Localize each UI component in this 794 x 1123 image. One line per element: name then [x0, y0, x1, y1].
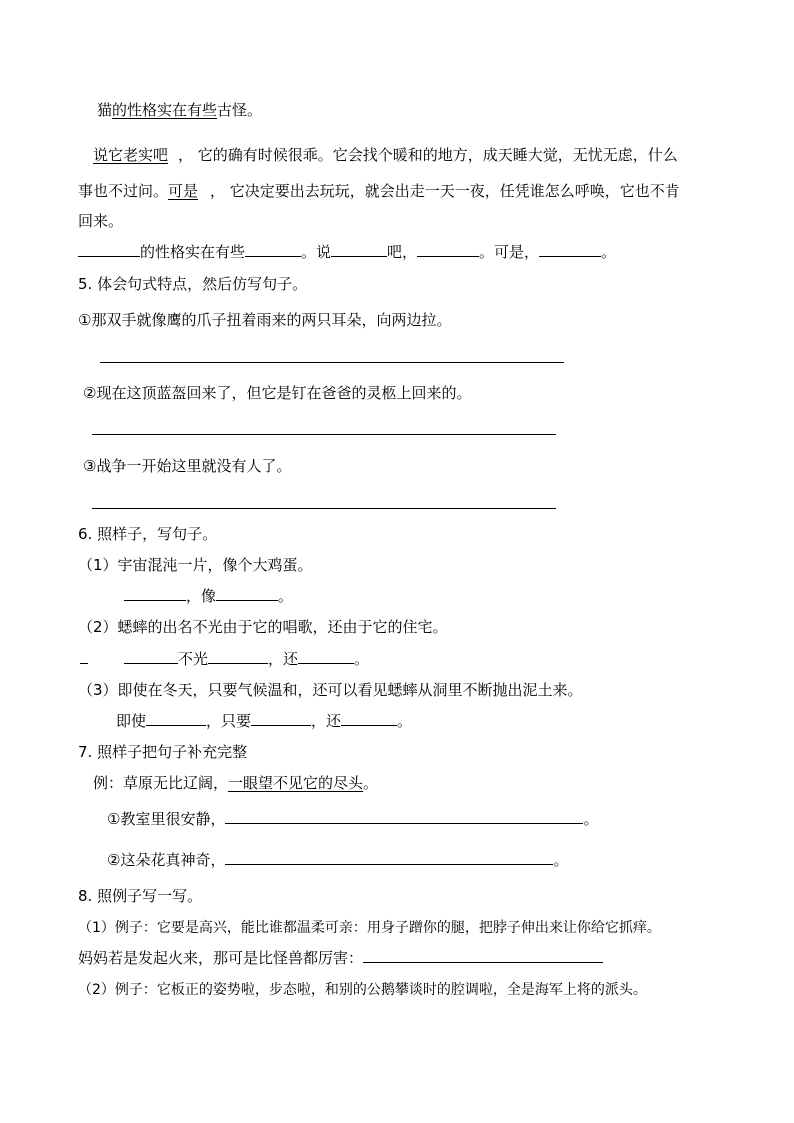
q5-sentence-3: ③战争一开始这里就没有人了。: [83, 457, 292, 475]
q6-fill-2-text-b: ，还: [268, 650, 299, 668]
fill-blank-4[interactable]: [417, 242, 479, 257]
q6-sentence-3: （3）即使在冬天，只要气候温和，还可以看见蟋蟀从洞里不断抛出泥土来。: [78, 681, 583, 699]
passage-text-2c: ， 它决定要出去玩玩，就会出走一天一夜，任凭谁怎么呼唤，它也不肯: [210, 182, 680, 200]
q6-blank-1b[interactable]: [216, 586, 278, 601]
fill-text-5: 。: [601, 243, 617, 261]
q7-item-1-end: 。: [583, 810, 599, 828]
q7-example-text: 例：草原无比辽阔，: [93, 774, 229, 792]
intro-tail: 古怪。: [217, 101, 263, 119]
fill-text-2: 。说: [301, 243, 332, 261]
q6-sentence-2: （2）蟋蟀的出名不光由于它的唱歌，还由于它的住宅。: [78, 618, 448, 636]
passage-text-2a: 事也不过问。: [78, 182, 169, 200]
q7-answer-line-2[interactable]: [225, 850, 553, 865]
q6-sentence-1: （1）宇宙混沌一片，像个大鸡蛋。: [78, 556, 313, 574]
q6-fill-2-text-a: 不光: [178, 650, 209, 668]
passage-line-2: [78, 181, 680, 201]
q7-answer-line-1[interactable]: [225, 809, 583, 824]
q7-item-1: [107, 809, 598, 829]
q6-fill-3-text-a: 即使: [116, 712, 147, 730]
q6-blank-2b[interactable]: [208, 649, 268, 664]
intro-word-cat: 猫: [97, 101, 113, 119]
q7-item-2-end: 。: [553, 851, 569, 869]
q6-title: 6. 照样子，写句子。: [78, 525, 218, 543]
q5-answer-line-1[interactable]: [100, 362, 564, 363]
q6-fill-2-text-c: 。: [354, 650, 370, 668]
q7-item-2-text: ②这朵花真神奇，: [107, 851, 226, 869]
q8-example-2: （2）例子：它板正的姿势啦，步态啦，和别的公鹅攀谈时的腔调啦，全是海军上将的派头。: [78, 982, 647, 998]
q6-blank-2a[interactable]: [124, 649, 178, 664]
fill-blank-5[interactable]: [539, 242, 601, 257]
passage-text-1: ， 它的确有时候很乖。它会找个暖和的地方，成天睡大觉，无忧无虑，什么: [178, 146, 678, 164]
passage-underline-keshi: 可是: [168, 182, 199, 200]
q6-blank-3a[interactable]: [146, 711, 206, 726]
q6-blank-3b[interactable]: [251, 711, 311, 726]
q6-blank-3c[interactable]: [341, 711, 397, 726]
q7-item-2: [107, 850, 568, 870]
q6-blank-1a[interactable]: [124, 586, 186, 601]
q6-fill-1: [124, 586, 293, 606]
fill-text-3: 吧，: [387, 243, 418, 261]
passage-underline-shuo: 说它老实吧: [93, 146, 169, 164]
q6-fill-3-text-c: ，还: [311, 712, 342, 730]
fill-blank-3[interactable]: [331, 242, 387, 257]
passage-line-1: [93, 145, 678, 165]
q7-item-1-text: ①教室里很安静，: [107, 810, 226, 828]
fill-blank-1[interactable]: [78, 242, 140, 257]
intro-underlined-2: 有些: [187, 101, 218, 119]
q8-example-1: （1）例子：它要是高兴，能比谁都温柔可亲：用身子蹭你的腿，把脖子伸出来让你给它抓痒。: [78, 920, 661, 936]
q7-example: [93, 773, 378, 793]
q6-fill-3-text-d: 。: [397, 712, 413, 730]
q8-answer-line-1[interactable]: [363, 948, 603, 963]
intro-underlined-1: 的性格实在: [112, 101, 188, 119]
q5-title: 5. 体会句式特点，然后仿写句子。: [78, 275, 308, 293]
q6-fill-3-text-b: ，只要: [206, 712, 252, 730]
q7-example-end: 。: [363, 774, 379, 792]
q6-fill-2: [124, 649, 369, 669]
q6-short-mark: [80, 663, 88, 664]
fill-line: [78, 242, 616, 262]
q6-blank-2c[interactable]: [298, 649, 354, 664]
intro-line: [97, 100, 262, 120]
q8-title: 8. 照例子写一写。: [78, 887, 203, 905]
q5-sentence-2: ②现在这顶蓝盔回来了，但它是钉在爸爸的灵柩上回来的。: [83, 384, 472, 402]
q5-answer-line-3[interactable]: [92, 508, 556, 509]
q8-prompt-1: [78, 948, 603, 968]
fill-text-4: 。可是，: [479, 243, 540, 261]
q6-fill-1-text-b: 。: [278, 587, 294, 605]
q8-prompt-1-text: 妈妈若是发起火来，那可是比怪兽都厉害：: [78, 949, 364, 967]
q6-fill-1-text-a: ，像: [186, 587, 217, 605]
q7-example-underlined: 一眼望不见它的尽头: [228, 774, 364, 792]
passage-line-3: 回来。: [78, 212, 124, 230]
q5-answer-line-2[interactable]: [92, 434, 556, 435]
q7-title: 7. 照样子把句子补充完整: [78, 743, 248, 761]
q6-fill-3: [116, 711, 412, 731]
q5-sentence-1: ①那双手就像鹰的爪子扭着雨来的两只耳朵，向两边拉。: [78, 311, 452, 329]
fill-text-1: 的性格实在有些: [140, 243, 246, 261]
fill-blank-2[interactable]: [245, 242, 301, 257]
